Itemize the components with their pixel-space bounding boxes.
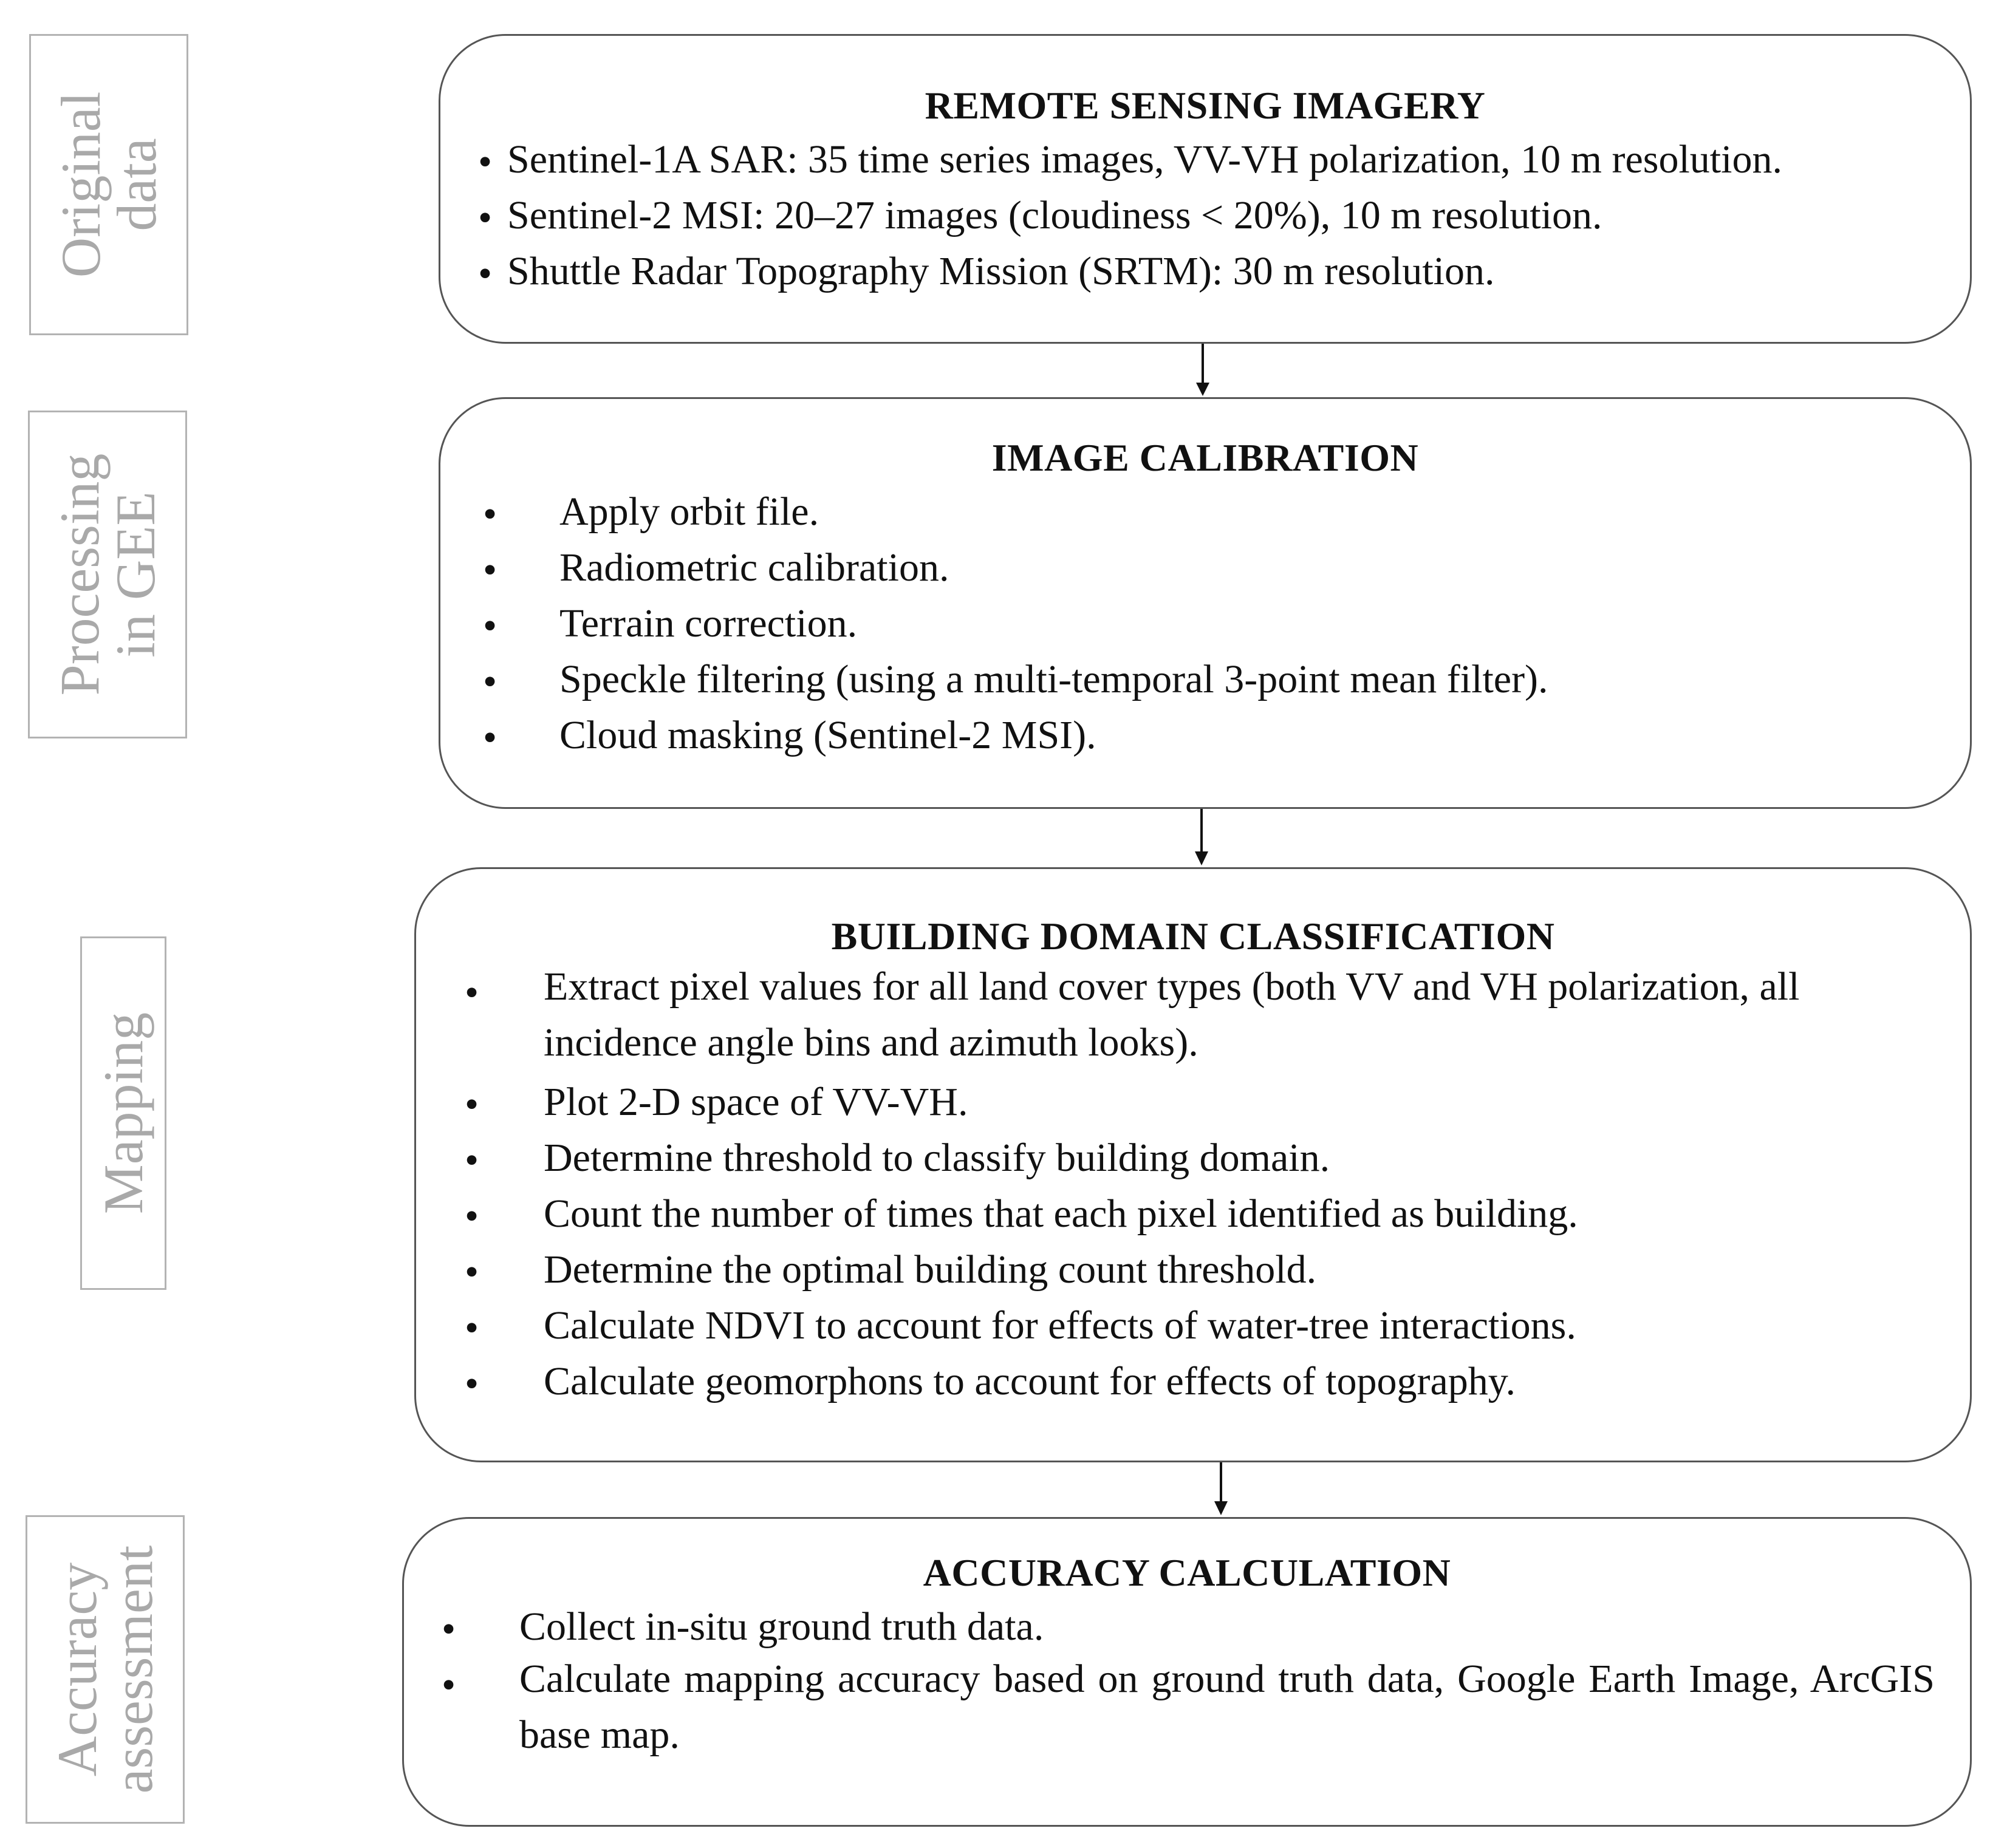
- bullet: •: [465, 1138, 479, 1182]
- bullet: •: [465, 1082, 479, 1127]
- list-item: Terrain correction.: [559, 601, 858, 646]
- bullet: •: [483, 715, 497, 760]
- stage-label-line: Processing: [49, 453, 111, 696]
- bullet: •: [483, 660, 497, 704]
- stage-label-line: Original: [50, 91, 112, 278]
- stage-label-line: Mapping: [92, 1012, 154, 1215]
- arrow-calibration-to-classification: [1195, 809, 1208, 865]
- list-item: Apply orbit file.: [559, 489, 819, 534]
- bullet: •: [442, 1607, 456, 1651]
- box-title: IMAGE CALIBRATION: [991, 436, 1419, 479]
- box-title: REMOTE SENSING IMAGERY: [925, 84, 1486, 127]
- list-item: Calculate NDVI to account for effects of water-tree interactions.: [544, 1303, 1576, 1348]
- list-item: Collect in-situ ground truth data.: [519, 1604, 1044, 1649]
- list-item: Cloud masking (Sentinel-2 MSI).: [559, 713, 1096, 757]
- list-item: Determine threshold to classify building domain.: [544, 1136, 1330, 1180]
- arrow-classification-to-accuracy: [1214, 1462, 1228, 1515]
- list-item: Count the number of times that each pixel identified as building.: [544, 1192, 1578, 1236]
- bullet: •: [465, 1194, 479, 1238]
- stage-label-line: assessment: [102, 1545, 164, 1794]
- list-item: Speckle filtering (using a multi-temporal 3-point mean filter).: [559, 657, 1548, 701]
- arrow-imagery-to-calibration: [1196, 344, 1209, 396]
- bullet: •: [442, 1663, 456, 1707]
- bullet: •: [483, 492, 497, 536]
- bullet: •: [465, 970, 479, 1015]
- list-item: Determine the optimal building count threshold.: [544, 1247, 1317, 1292]
- bullet: •: [478, 196, 493, 240]
- bullet: •: [465, 1250, 479, 1294]
- list-item: Sentinel-2 MSI: 20–27 images (cloudiness < 20%), 10 m resolution.: [507, 193, 1602, 237]
- list-item: Plot 2-D space of VV-VH.: [544, 1080, 968, 1124]
- bullet: •: [483, 548, 497, 592]
- stage-label-line: data: [106, 138, 168, 231]
- list-item: Shuttle Radar Topography Mission (SRTM): 30 m resolution.: [507, 249, 1495, 293]
- list-item: Calculate mapping accuracy based on ground truth data, Google Earth Image, ArcGIS base map.: [519, 1657, 1935, 1757]
- bullet: •: [478, 140, 493, 184]
- stage-label-line: Accuracy: [46, 1562, 108, 1777]
- box-title: ACCURACY CALCULATION: [923, 1551, 1451, 1594]
- bullet: •: [478, 251, 493, 296]
- bullet: •: [483, 604, 497, 648]
- stage-label-line: in GEE: [104, 491, 166, 658]
- list-item: Radiometric calibration.: [559, 545, 949, 590]
- bullet: •: [465, 1362, 479, 1406]
- box-title: BUILDING DOMAIN CLASSIFICATION: [831, 915, 1555, 958]
- list-item: Calculate geomorphons to account for effects of topography.: [544, 1359, 1516, 1403]
- bullet: •: [465, 1306, 479, 1350]
- list-item: Extract pixel values for all land cover types (both VV and VH polarization, all incidence angle bins and azimuth looks).: [544, 964, 1800, 1065]
- list-item: Sentinel-1A SAR: 35 time series images, VV-VH polarization, 10 m resolution.: [507, 137, 1782, 182]
